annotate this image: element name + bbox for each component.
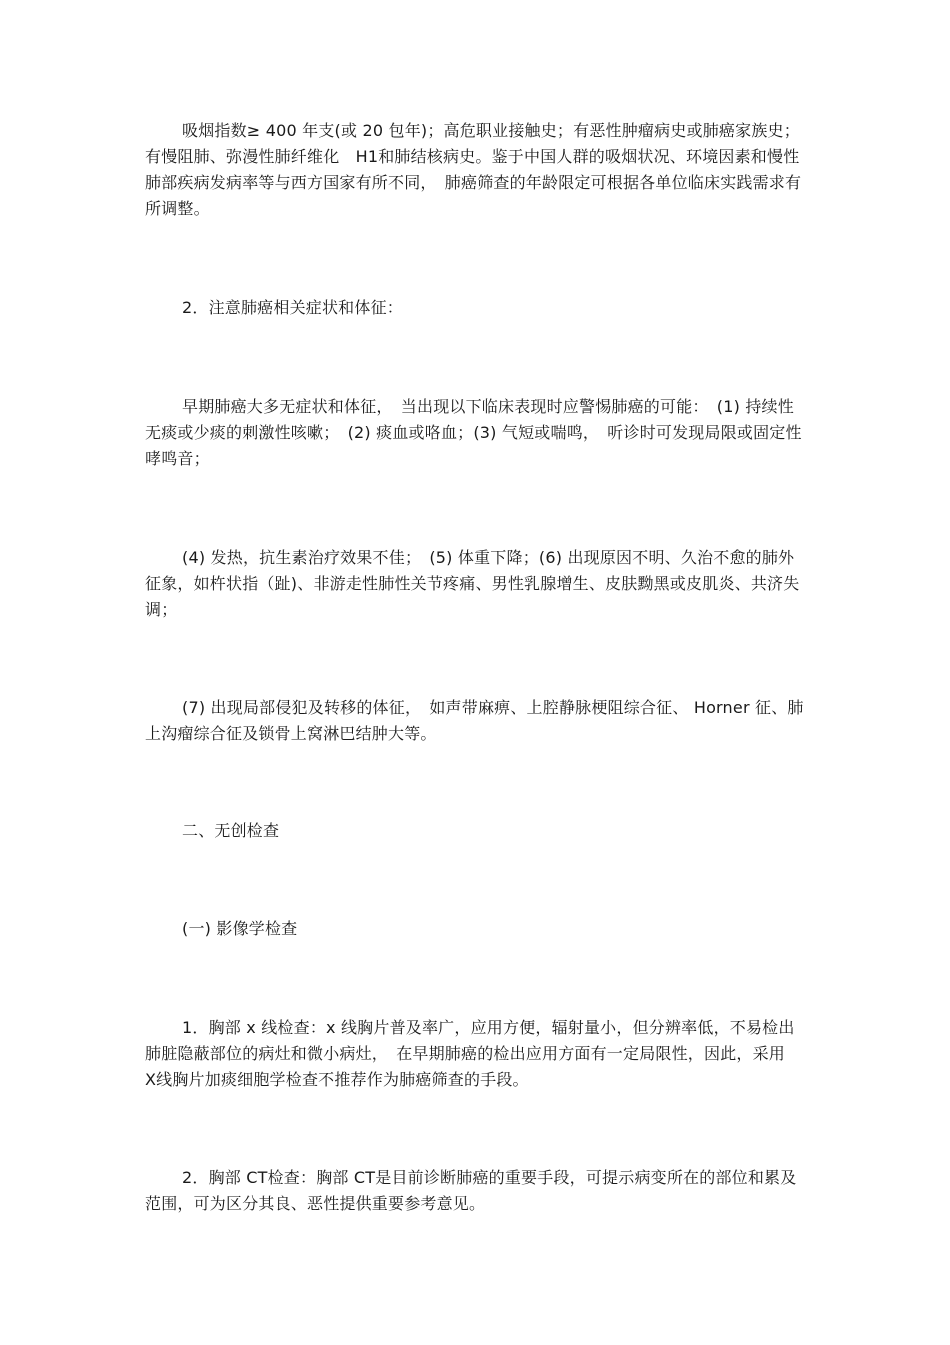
paragraph-early-symptoms: 早期肺癌大多无症状和体征， 当出现以下临床表现时应警惕肺癌的可能： (1) 持续性无痰或少痰的刺激性咳嗽； (2) 痰血或咯血；(3) 气短或喘鸣， 听诊时可发现局限或固定性哮鸣音；: [145, 397, 802, 468]
section-heading-noninvasive: 二、无创检查: [182, 821, 280, 840]
paragraph-risk-factors: 吸烟指数≥ 400 年支(或 20 包年)；高危职业接触史；有恶性肿瘤病史或肺癌家族史；有慢阻肺、弥漫性肺纤维化 H1和肺结核病史。鉴于中国人群的吸烟状况、环境因素和慢性肺部疾病发病率等与西方国家有所不同， 肺癌筛查的年龄限定可根据各单位临床实践需求有所调整。: [145, 121, 802, 218]
paragraph-chest-ct: 2．胸部 CT检查：胸部 CT是目前诊断肺癌的重要手段，可提示病变所在的部位和累及范围，可为区分其良、恶性提供重要参考意见。: [145, 1168, 797, 1213]
paragraph-chest-xray: 1．胸部 x 线检查：x 线胸片普及率广，应用方便，辐射量小，但分辨率低，不易检出肺脏隐蔽部位的病灶和微小病灶， 在早期肺癌的检出应用方面有一定局限性，因此，采用 X线胸片加痰细胞学检查不推荐作为肺癌筛查的手段。: [145, 1018, 802, 1089]
paragraph-symptoms-4-6: (4) 发热，抗生素治疗效果不佳； (5) 体重下降；(6) 出现原因不明、久治不愈的肺外征象，如杵状指（趾)、非游走性肺性关节疼痛、男性乳腺增生、皮肤黝黑或皮肌炎、共济失调；: [145, 548, 800, 619]
section-heading-symptoms: 2．注意肺癌相关症状和体征：: [182, 298, 403, 317]
paragraph-symptom-7: (7) 出现局部侵犯及转移的体征， 如声带麻痹、上腔静脉梗阻综合征、 Horner 征、肺上沟瘤综合征及锁骨上窝淋巴结肿大等。: [145, 698, 804, 743]
subsection-heading-imaging: (一) 影像学检查: [182, 919, 298, 938]
